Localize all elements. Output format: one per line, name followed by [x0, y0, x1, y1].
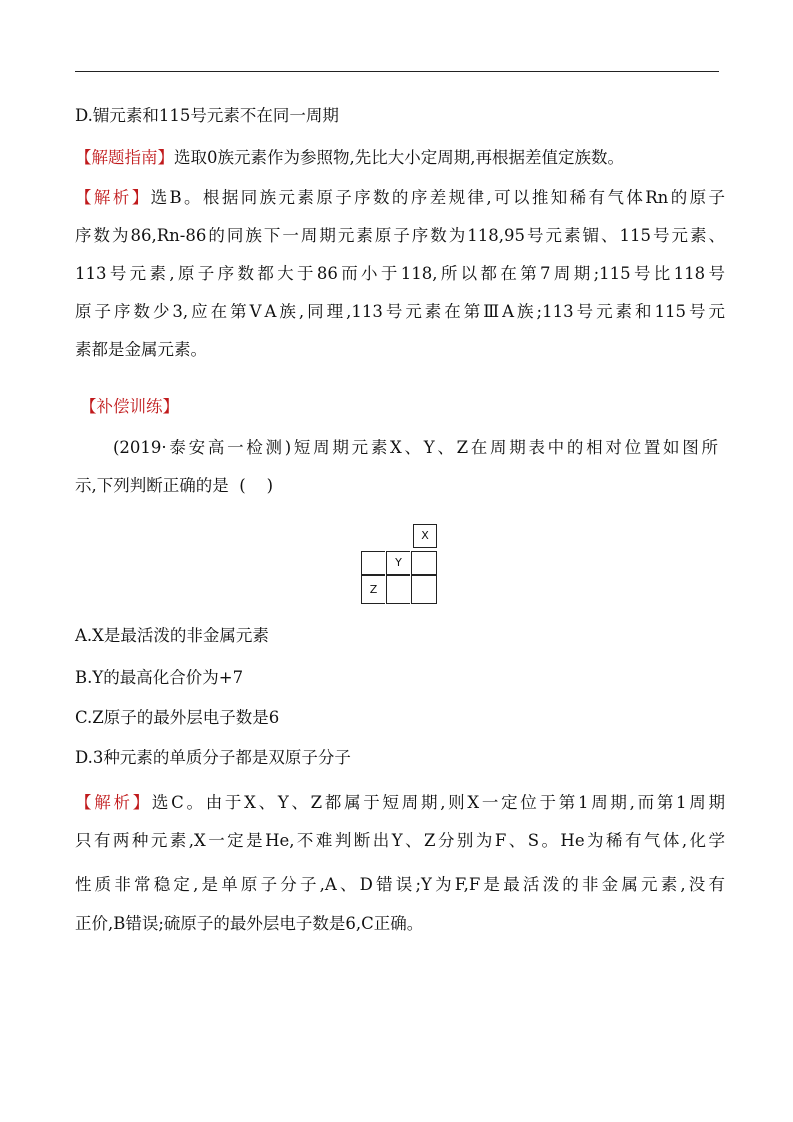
option-c: C.Z原子的最外层电子数是6	[75, 708, 280, 727]
analysis2-text-1: 选C。由于X、Y、Z都属于短周期,则X一定位于第1周期,而第1周期	[151, 793, 726, 812]
cell-z: Z	[361, 575, 385, 604]
practice-tag-text: 【补偿训练】	[80, 397, 179, 416]
analysis1-line-1	[75, 186, 725, 210]
option-a: A.X是最活泼的非金属元素	[75, 626, 269, 645]
analysis1-tag: 【解析】	[75, 188, 151, 207]
question-line-1: (2019·泰安高一检测)短周期元素X、Y、Z在周期表中的相对位置如图所	[113, 438, 718, 457]
analysis2-line-3: 性质非常稳定,是单原子分子,A、D错误;Y为F,F是最活泼的非金属元素,没有	[75, 875, 725, 894]
cell-row3-3	[411, 575, 437, 604]
header-rule	[75, 71, 719, 72]
practice-tag	[80, 395, 730, 419]
analysis2-tag: 【解析】	[75, 793, 152, 812]
analysis1-line-2: 序数为86,Rn-86的同族下一周期元素原子序数为118,95号元素镅、115号元素、	[75, 226, 725, 245]
analysis1-text-1: 选B。根据同族元素原子序数的序差规律,可以推知稀有气体Rn的原子	[150, 188, 726, 207]
analysis2-line-4: 正价,B错误;硫原子的最外层电子数是6,C正确。	[75, 914, 424, 933]
analysis2-line-2: 只有两种元素,X一定是He,不难判断出Y、Z分别为F、S。He为稀有气体,化学	[75, 831, 725, 850]
cell-row2-1	[361, 551, 385, 575]
analysis1-line-5: 素都是金属元素。	[75, 340, 207, 359]
hint-text: 选取0族元素作为参照物,先比大小定周期,再根据差值定族数。	[174, 148, 624, 167]
option-b: B.Y的最高化合价为+7	[75, 668, 244, 687]
option-d: D.3种元素的单质分子都是双原子分子	[75, 748, 351, 767]
cell-row2-3	[411, 551, 437, 575]
cell-row3-2	[386, 575, 410, 604]
cell-y: Y	[386, 551, 410, 575]
hint-paragraph	[75, 146, 725, 170]
previous-option-d: D.镅元素和115号元素不在同一周期	[75, 106, 339, 125]
hint-tag: 【解题指南】	[75, 148, 174, 167]
cell-x: X	[413, 524, 437, 548]
analysis2-line-1	[75, 791, 725, 815]
question-line-2: 示,下列判断正确的是 ( )	[75, 476, 274, 495]
analysis1-line-3: 113号元素,原子序数都大于86而小于118,所以都在第7周期;115号比118号	[75, 264, 725, 283]
analysis1-line-4: 原子序数少3,应在第ⅤA族,同理,113号元素在第ⅢA族;113号元素和115号元	[75, 302, 725, 321]
